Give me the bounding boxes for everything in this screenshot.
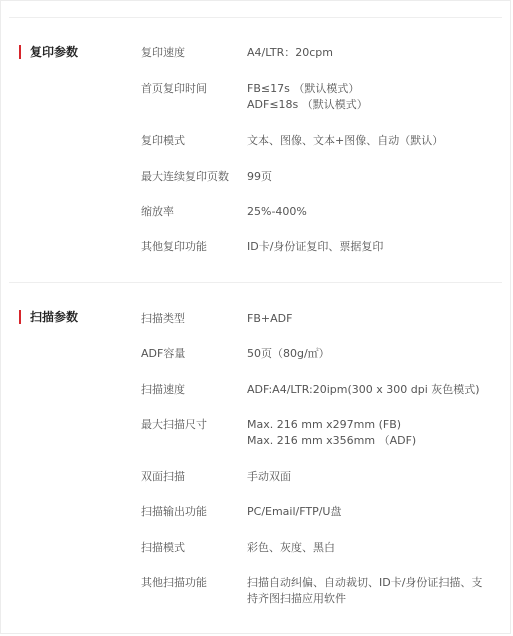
spec-value: [247, 169, 487, 185]
top-divider: [9, 17, 502, 18]
spec-value-line: FB≤17s （默认模式）: [247, 82, 360, 95]
spec-value-line: ADF≤18s （默认模式）: [247, 98, 368, 111]
spec-value-line: PC/Email/FTP/U盘: [247, 505, 342, 518]
spec-value-line: 手动双面: [247, 470, 291, 483]
spec-label: 其他扫描功能: [141, 576, 207, 589]
spec-value-line: Max. 216 mm x297mm (FB): [247, 418, 402, 431]
spec-value-line: ADF:A4/LTR:20ipm(300 x 300 dpi 灰色模式): [247, 383, 480, 396]
spec-value-line: 扫描自动纠偏、自动裁切、ID卡/身份证扫描、支: [247, 576, 483, 589]
scan-section-title: 扫描参数: [19, 310, 78, 324]
spec-label: 最大连续复印页数: [141, 170, 229, 183]
spec-label: 最大扫描尺寸: [141, 418, 207, 431]
spec-value-line: Max. 216 mm x356mm （ADF): [247, 434, 417, 447]
spec-value: [247, 81, 487, 113]
spec-value: [247, 540, 487, 556]
spec-value: [247, 417, 487, 449]
spec-label: 复印模式: [141, 134, 185, 147]
spec-value-line: 25%-400%: [247, 205, 307, 218]
spec-value: [247, 469, 487, 485]
spec-value: [247, 239, 487, 255]
spec-label: 其他复印功能: [141, 240, 207, 253]
spec-value-line: A4/LTR：20cpm: [247, 46, 333, 59]
spec-value-line: 彩色、灰度、黑白: [247, 541, 335, 554]
spec-label: 缩放率: [141, 205, 174, 218]
spec-value: [247, 575, 487, 607]
copy-section-title: 复印参数: [19, 45, 78, 59]
spec-value: [247, 311, 487, 327]
spec-value: [247, 504, 487, 520]
spec-value: [247, 382, 487, 398]
spec-value-line: 50页（80g/㎡）: [247, 347, 330, 360]
spec-value: [247, 133, 487, 149]
spec-value-line: FB+ADF: [247, 312, 293, 325]
spec-label: ADF容量: [141, 347, 186, 360]
spec-value-line: 文本、图像、文本+图像、自动（默认）: [247, 134, 444, 147]
spec-value: [247, 204, 487, 220]
spec-label: 扫描类型: [141, 312, 185, 325]
spec-label: 扫描速度: [141, 383, 185, 396]
spec-label: 首页复印时间: [141, 82, 207, 95]
spec-label: 双面扫描: [141, 470, 185, 483]
spec-value-line: 持齐图扫描应用软件: [247, 592, 346, 605]
spec-label: 扫描输出功能: [141, 505, 207, 518]
spec-label: 扫描模式: [141, 541, 185, 554]
section-divider: [9, 282, 502, 283]
spec-value: [247, 346, 487, 362]
spec-value: [247, 45, 487, 61]
spec-label: 复印速度: [141, 46, 185, 59]
spec-value-line: ID卡/身份证复印、票据复印: [247, 240, 384, 253]
spec-value-line: 99页: [247, 170, 272, 183]
